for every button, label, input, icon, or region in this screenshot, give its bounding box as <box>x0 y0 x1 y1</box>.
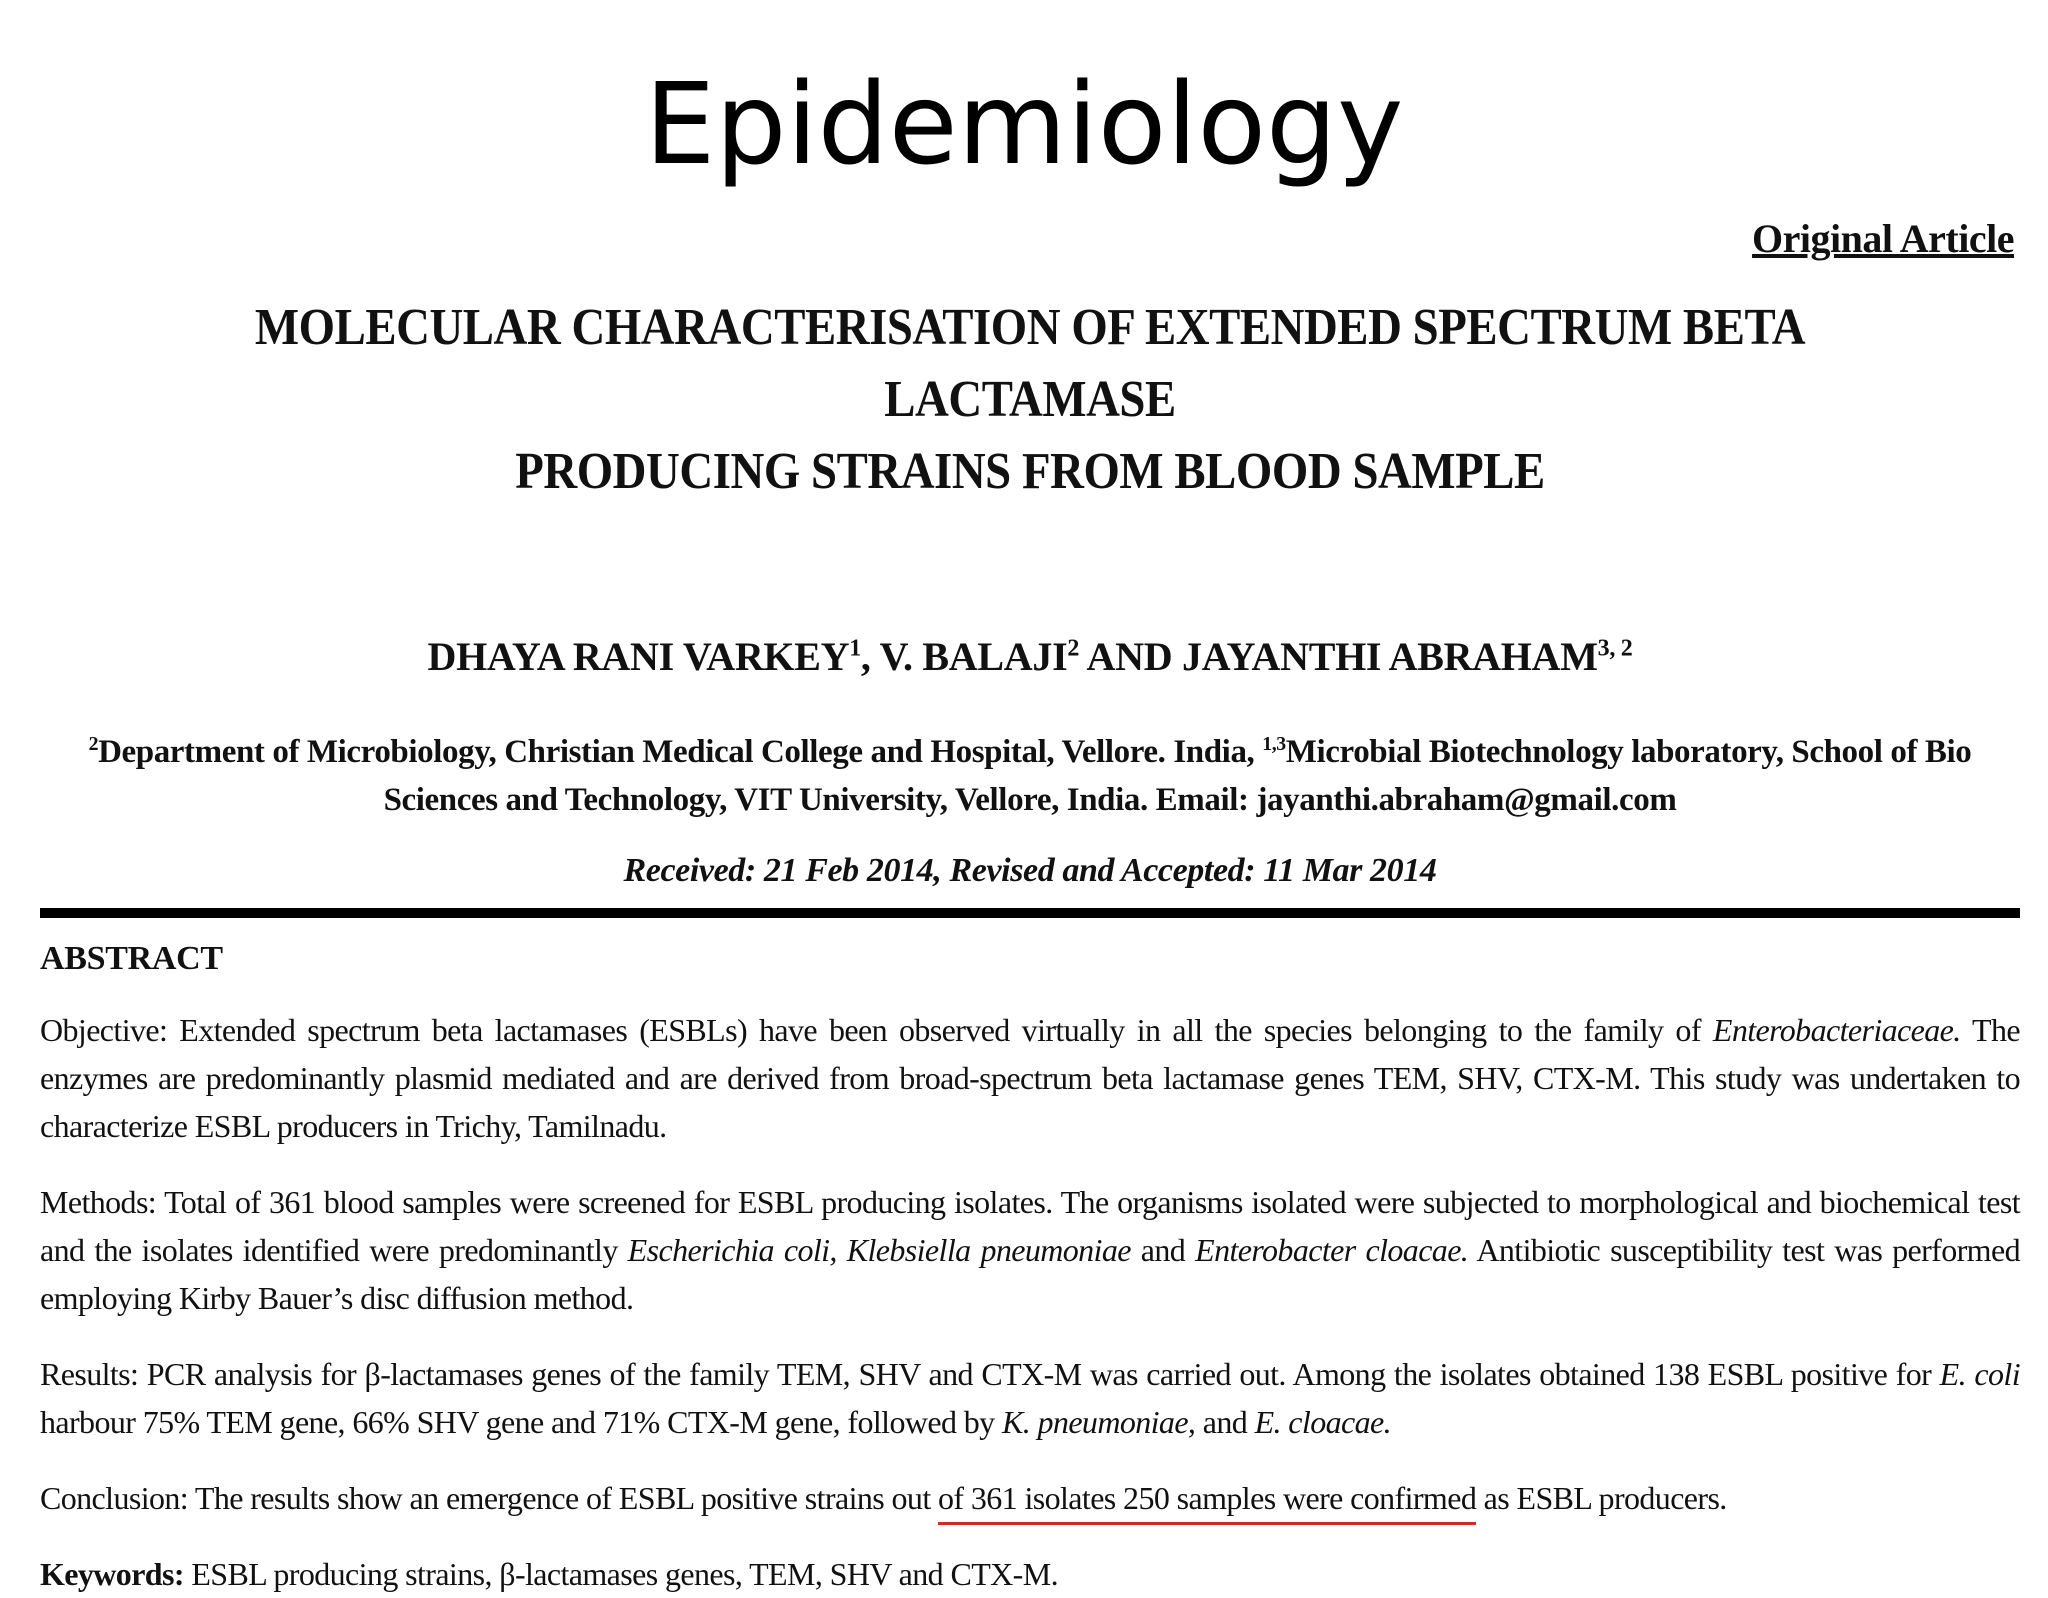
results-text: Results: PCR analysis for β-lactamases genes of the family TEM, SHV and CTX-M was carried out. Among the isolates obtained 138 ESBL positive for <box>40 1356 1940 1392</box>
author-1-affil: 1 <box>849 635 861 662</box>
methods-text: Methods: Total of 361 blood samples were screened for ESBL producing isolates. The organisms isolated were subjected to morphological and biochemical test and the isolates identified were predominantly <box>40 1184 2020 1268</box>
author-3: AND JAYANTHI ABRAHAM <box>1079 634 1598 679</box>
author-2-affil: 2 <box>1067 635 1080 662</box>
abstract-heading: ABSTRACT <box>40 940 223 977</box>
affiliations <box>40 720 2020 824</box>
conclusion-text-2: as ESBL producers. <box>1476 1480 1727 1516</box>
results-italic-2: K. pneumoniae, <box>1001 1404 1196 1440</box>
objective-italic: Enterobacteriaceae. <box>1712 1012 1961 1048</box>
article-type-label: Original Article <box>1752 216 2014 261</box>
abstract-keywords <box>40 1550 2020 1598</box>
affil-sup-2: 1,3 <box>1262 733 1286 755</box>
results-italic-3: E. cloacae. <box>1254 1404 1392 1440</box>
abstract-methods <box>40 1178 2020 1322</box>
article-page <box>40 215 2020 1598</box>
author-list <box>40 633 2020 680</box>
objective-text-2: The enzymes are predominantly plasmid mediated and are derived from broad-spectrum beta lactamase genes TEM, SHV, CTX-M. This study was undertaken to characterize ESBL producers in Trichy, Tamilnadu. <box>40 1012 2020 1144</box>
article-title-line-1: MOLECULAR CHARACTERISATION OF EXTENDED SPECTRUM BETA LACTAMASE <box>254 299 1806 428</box>
abstract-conclusion <box>40 1474 2020 1522</box>
abstract-objective <box>40 1006 2020 1150</box>
methods-italic-1: Escherichia coli, Klebsiella pneumoniae <box>627 1232 1131 1268</box>
article-dates: Received: 21 Feb 2014, Revised and Accepted: 11 Mar 2014 <box>623 852 1437 889</box>
affil-text-2: Microbial Biotechnology laboratory, School of Bio Sciences and Technology, VIT University, Vellore, India. Email: jayanthi.abraham@gmail.com <box>383 734 1972 818</box>
methods-text-2: and <box>1130 1232 1196 1268</box>
methods-text-3: Antibiotic susceptibility test was performed employing Kirby Bauer’s disc diffusion method. <box>40 1232 2020 1316</box>
article-title-line-2: PRODUCING STRAINS FROM BLOOD SAMPLE <box>515 443 1545 500</box>
keywords-text: ESBL producing strains, β-lactamases genes, TEM, SHV and CTX-M. <box>183 1556 1058 1592</box>
author-2: , V. BALAJI <box>860 634 1068 679</box>
affil-sup-1: 2 <box>88 733 99 755</box>
affil-text-1: Department of Microbiology, Christian Medical College and Hospital, Vellore. India, <box>98 734 1263 770</box>
conclusion-text: Conclusion: The results show an emergence of ESBL positive strains out <box>40 1480 939 1516</box>
conclusion-highlight: of 361 isolates 250 samples were confirmed <box>938 1480 1476 1525</box>
objective-text: Objective: Extended spectrum beta lactamases (ESBLs) have been observed virtually in all the species belonging to the family of <box>40 1012 1713 1048</box>
results-text-2: harbour 75% TEM gene, 66% SHV gene and 71% CTX-M gene, followed by <box>40 1404 1002 1440</box>
methods-italic-2: Enterobacter cloacae. <box>1195 1232 1469 1268</box>
results-italic-1: E. coli <box>1939 1356 2020 1392</box>
author-1: DHAYA RANI VARKEY <box>427 634 850 679</box>
header-divider <box>40 908 2020 918</box>
article-title <box>139 292 1921 508</box>
keywords-label: Keywords: <box>40 1556 184 1592</box>
slide-title: Epidemiology <box>644 60 1404 190</box>
author-3-affil: 3, 2 <box>1597 635 1633 662</box>
abstract-results <box>40 1350 2020 1446</box>
results-text-3: and <box>1195 1404 1255 1440</box>
